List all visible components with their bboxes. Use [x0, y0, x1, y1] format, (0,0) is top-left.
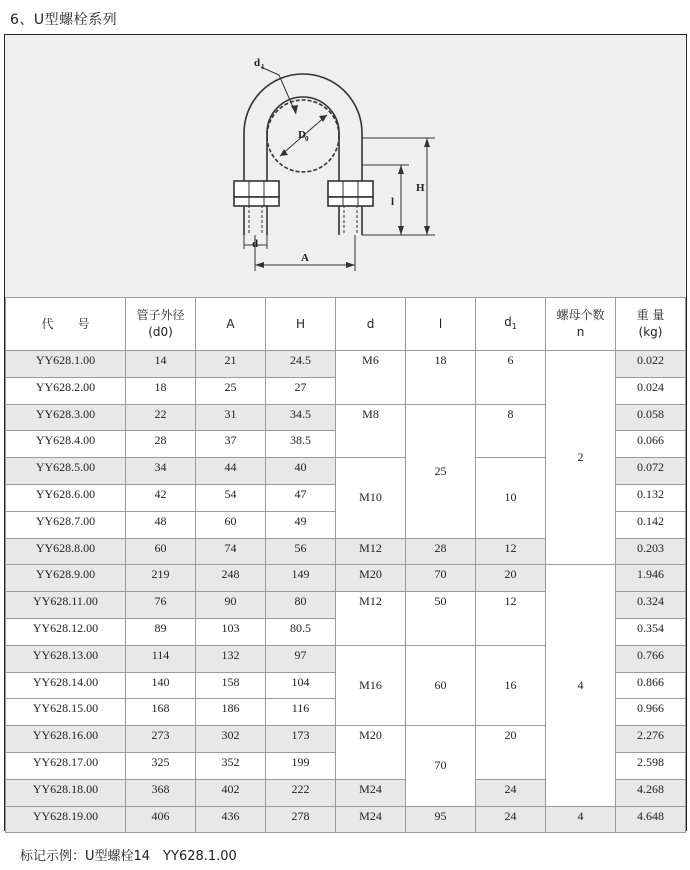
cell-d0: 406: [126, 806, 196, 833]
cell-weight: 0.766: [616, 645, 686, 672]
cell-code: YY628.14.00: [6, 672, 126, 699]
header-a: A: [196, 298, 266, 351]
cell-d: M12: [336, 592, 406, 646]
label-d0: D: [298, 129, 306, 141]
cell-weight: 0.066: [616, 431, 686, 458]
cell-d: M8: [336, 404, 406, 458]
cell-d0: 28: [126, 431, 196, 458]
cell-a: 44: [196, 458, 266, 485]
cell-code: YY628.3.00: [6, 404, 126, 431]
cell-n: 4: [546, 806, 616, 833]
label-d1: d: [254, 57, 261, 69]
cell-code: YY628.19.00: [6, 806, 126, 833]
cell-l: 60: [406, 645, 476, 725]
nut-right-bottom: [328, 197, 373, 206]
cell-d0: 273: [126, 726, 196, 753]
label-d: d: [252, 238, 259, 250]
cell-h: 116: [266, 699, 336, 726]
spec-table: [5, 297, 686, 833]
cell-a: 37: [196, 431, 266, 458]
cell-l: 18: [406, 351, 476, 405]
cell-a: 54: [196, 484, 266, 511]
cell-weight: 0.324: [616, 592, 686, 619]
cell-code: YY628.16.00: [6, 726, 126, 753]
cell-d0: 48: [126, 511, 196, 538]
cell-d0: 325: [126, 752, 196, 779]
label-d1-sub: 1: [261, 63, 265, 71]
cell-h: 222: [266, 779, 336, 806]
table-row: [6, 806, 686, 833]
cell-weight: 0.966: [616, 699, 686, 726]
cell-code: YY628.5.00: [6, 458, 126, 485]
nut-left-bottom: [234, 197, 279, 206]
cell-d: M20: [336, 565, 406, 592]
cell-code: YY628.17.00: [6, 752, 126, 779]
cell-weight: 4.648: [616, 806, 686, 833]
u-bolt-diagram: [5, 35, 685, 297]
cell-a: 90: [196, 592, 266, 619]
header-code: 代 号: [6, 298, 126, 351]
cell-weight: 2.598: [616, 752, 686, 779]
header-n: 螺母个数 n: [546, 298, 616, 351]
cell-d1: 6: [476, 351, 546, 405]
cell-a: 132: [196, 645, 266, 672]
header-d1: $d_1$: [476, 298, 546, 351]
cell-h: 104: [266, 672, 336, 699]
cell-h: 49: [266, 511, 336, 538]
table-row: [6, 565, 686, 592]
cell-h: 199: [266, 752, 336, 779]
cell-d0: 14: [126, 351, 196, 378]
u-bolt-drawing: [5, 35, 685, 298]
cell-n: 4: [546, 565, 616, 806]
cell-h: 40: [266, 458, 336, 485]
header-weight: 重 量 (kg): [616, 298, 686, 351]
cell-code: YY628.1.00: [6, 351, 126, 378]
header-h: H: [266, 298, 336, 351]
cell-l: 50: [406, 592, 476, 646]
cell-l: 25: [406, 404, 476, 538]
cell-h: 38.5: [266, 431, 336, 458]
cell-code: YY628.13.00: [6, 645, 126, 672]
cell-d: M6: [336, 351, 406, 405]
cell-a: 402: [196, 779, 266, 806]
cell-h: 24.5: [266, 351, 336, 378]
cell-a: 25: [196, 377, 266, 404]
table-header-row: [6, 298, 686, 351]
cell-d: M24: [336, 779, 406, 806]
cell-h: 47: [266, 484, 336, 511]
cell-d0: 76: [126, 592, 196, 619]
cell-weight: 2.276: [616, 726, 686, 753]
cell-a: 436: [196, 806, 266, 833]
nut-left-top: [234, 181, 279, 197]
cell-h: 80.5: [266, 618, 336, 645]
marking-example: 标记示例：U型螺栓14 YY628.1.00: [20, 849, 237, 864]
cell-a: 60: [196, 511, 266, 538]
cell-d: M24: [336, 806, 406, 833]
cell-d1: 10: [476, 458, 546, 538]
table-row: [6, 351, 686, 378]
cell-code: YY628.8.00: [6, 538, 126, 565]
cell-d1: 24: [476, 779, 546, 806]
cell-a: 158: [196, 672, 266, 699]
cell-a: 74: [196, 538, 266, 565]
cell-weight: 0.024: [616, 377, 686, 404]
cell-a: 31: [196, 404, 266, 431]
cell-code: YY628.15.00: [6, 699, 126, 726]
header-d0: 管子外径 (d0): [126, 298, 196, 351]
cell-a: 186: [196, 699, 266, 726]
page-title: 6、U型螺栓系列: [10, 12, 118, 28]
cell-d: M20: [336, 726, 406, 780]
cell-h: 56: [266, 538, 336, 565]
cell-weight: 4.268: [616, 779, 686, 806]
cell-d: M12: [336, 538, 406, 565]
cell-d0: 34: [126, 458, 196, 485]
cell-l: 28: [406, 538, 476, 565]
cell-l: 95: [406, 806, 476, 833]
cell-l: 70: [406, 726, 476, 806]
cell-weight: 0.072: [616, 458, 686, 485]
cell-weight: 0.142: [616, 511, 686, 538]
cell-h: 97: [266, 645, 336, 672]
cell-d0: 368: [126, 779, 196, 806]
cell-d1: 8: [476, 404, 546, 458]
header-d: d: [336, 298, 406, 351]
nut-right-top: [328, 181, 373, 197]
cell-d0: 114: [126, 645, 196, 672]
cell-d1: 16: [476, 645, 546, 725]
cell-weight: 0.354: [616, 618, 686, 645]
cell-code: YY628.4.00: [6, 431, 126, 458]
cell-d: M16: [336, 645, 406, 725]
cell-d0: 89: [126, 618, 196, 645]
cell-d1: 24: [476, 806, 546, 833]
cell-a: 248: [196, 565, 266, 592]
label-h: H: [416, 182, 425, 194]
label-d0-sub: 0: [305, 135, 309, 143]
cell-h: 149: [266, 565, 336, 592]
cell-weight: 0.866: [616, 672, 686, 699]
cell-weight: 0.132: [616, 484, 686, 511]
cell-code: YY628.18.00: [6, 779, 126, 806]
cell-d0: 219: [126, 565, 196, 592]
cell-d: M10: [336, 458, 406, 538]
cell-a: 21: [196, 351, 266, 378]
cell-weight: 0.058: [616, 404, 686, 431]
cell-h: 27: [266, 377, 336, 404]
cell-weight: 1.946: [616, 565, 686, 592]
u-bolt-outer-edge: [244, 74, 362, 165]
cell-code: YY628.2.00: [6, 377, 126, 404]
cell-d1: 12: [476, 538, 546, 565]
cell-code: YY628.12.00: [6, 618, 126, 645]
cell-d0: 168: [126, 699, 196, 726]
cell-d0: 42: [126, 484, 196, 511]
header-l: l: [406, 298, 476, 351]
cell-code: YY628.6.00: [6, 484, 126, 511]
cell-d1: 20: [476, 565, 546, 592]
cell-d1: 20: [476, 726, 546, 780]
cell-n: 2: [546, 351, 616, 565]
cell-d0: 18: [126, 377, 196, 404]
cell-h: 34.5: [266, 404, 336, 431]
cell-a: 352: [196, 752, 266, 779]
label-l: l: [391, 196, 395, 208]
cell-d0: 140: [126, 672, 196, 699]
cell-l: 70: [406, 565, 476, 592]
cell-h: 80: [266, 592, 336, 619]
cell-d1: 12: [476, 592, 546, 646]
cell-h: 278: [266, 806, 336, 833]
spec-frame: [4, 34, 687, 831]
cell-d0: 60: [126, 538, 196, 565]
cell-code: YY628.7.00: [6, 511, 126, 538]
cell-weight: 0.022: [616, 351, 686, 378]
cell-d0: 22: [126, 404, 196, 431]
cell-weight: 0.203: [616, 538, 686, 565]
cell-a: 103: [196, 618, 266, 645]
cell-a: 302: [196, 726, 266, 753]
label-a: A: [301, 252, 309, 264]
cell-code: YY628.11.00: [6, 592, 126, 619]
cell-h: 173: [266, 726, 336, 753]
thread-lines: [249, 205, 357, 235]
cell-code: YY628.9.00: [6, 565, 126, 592]
